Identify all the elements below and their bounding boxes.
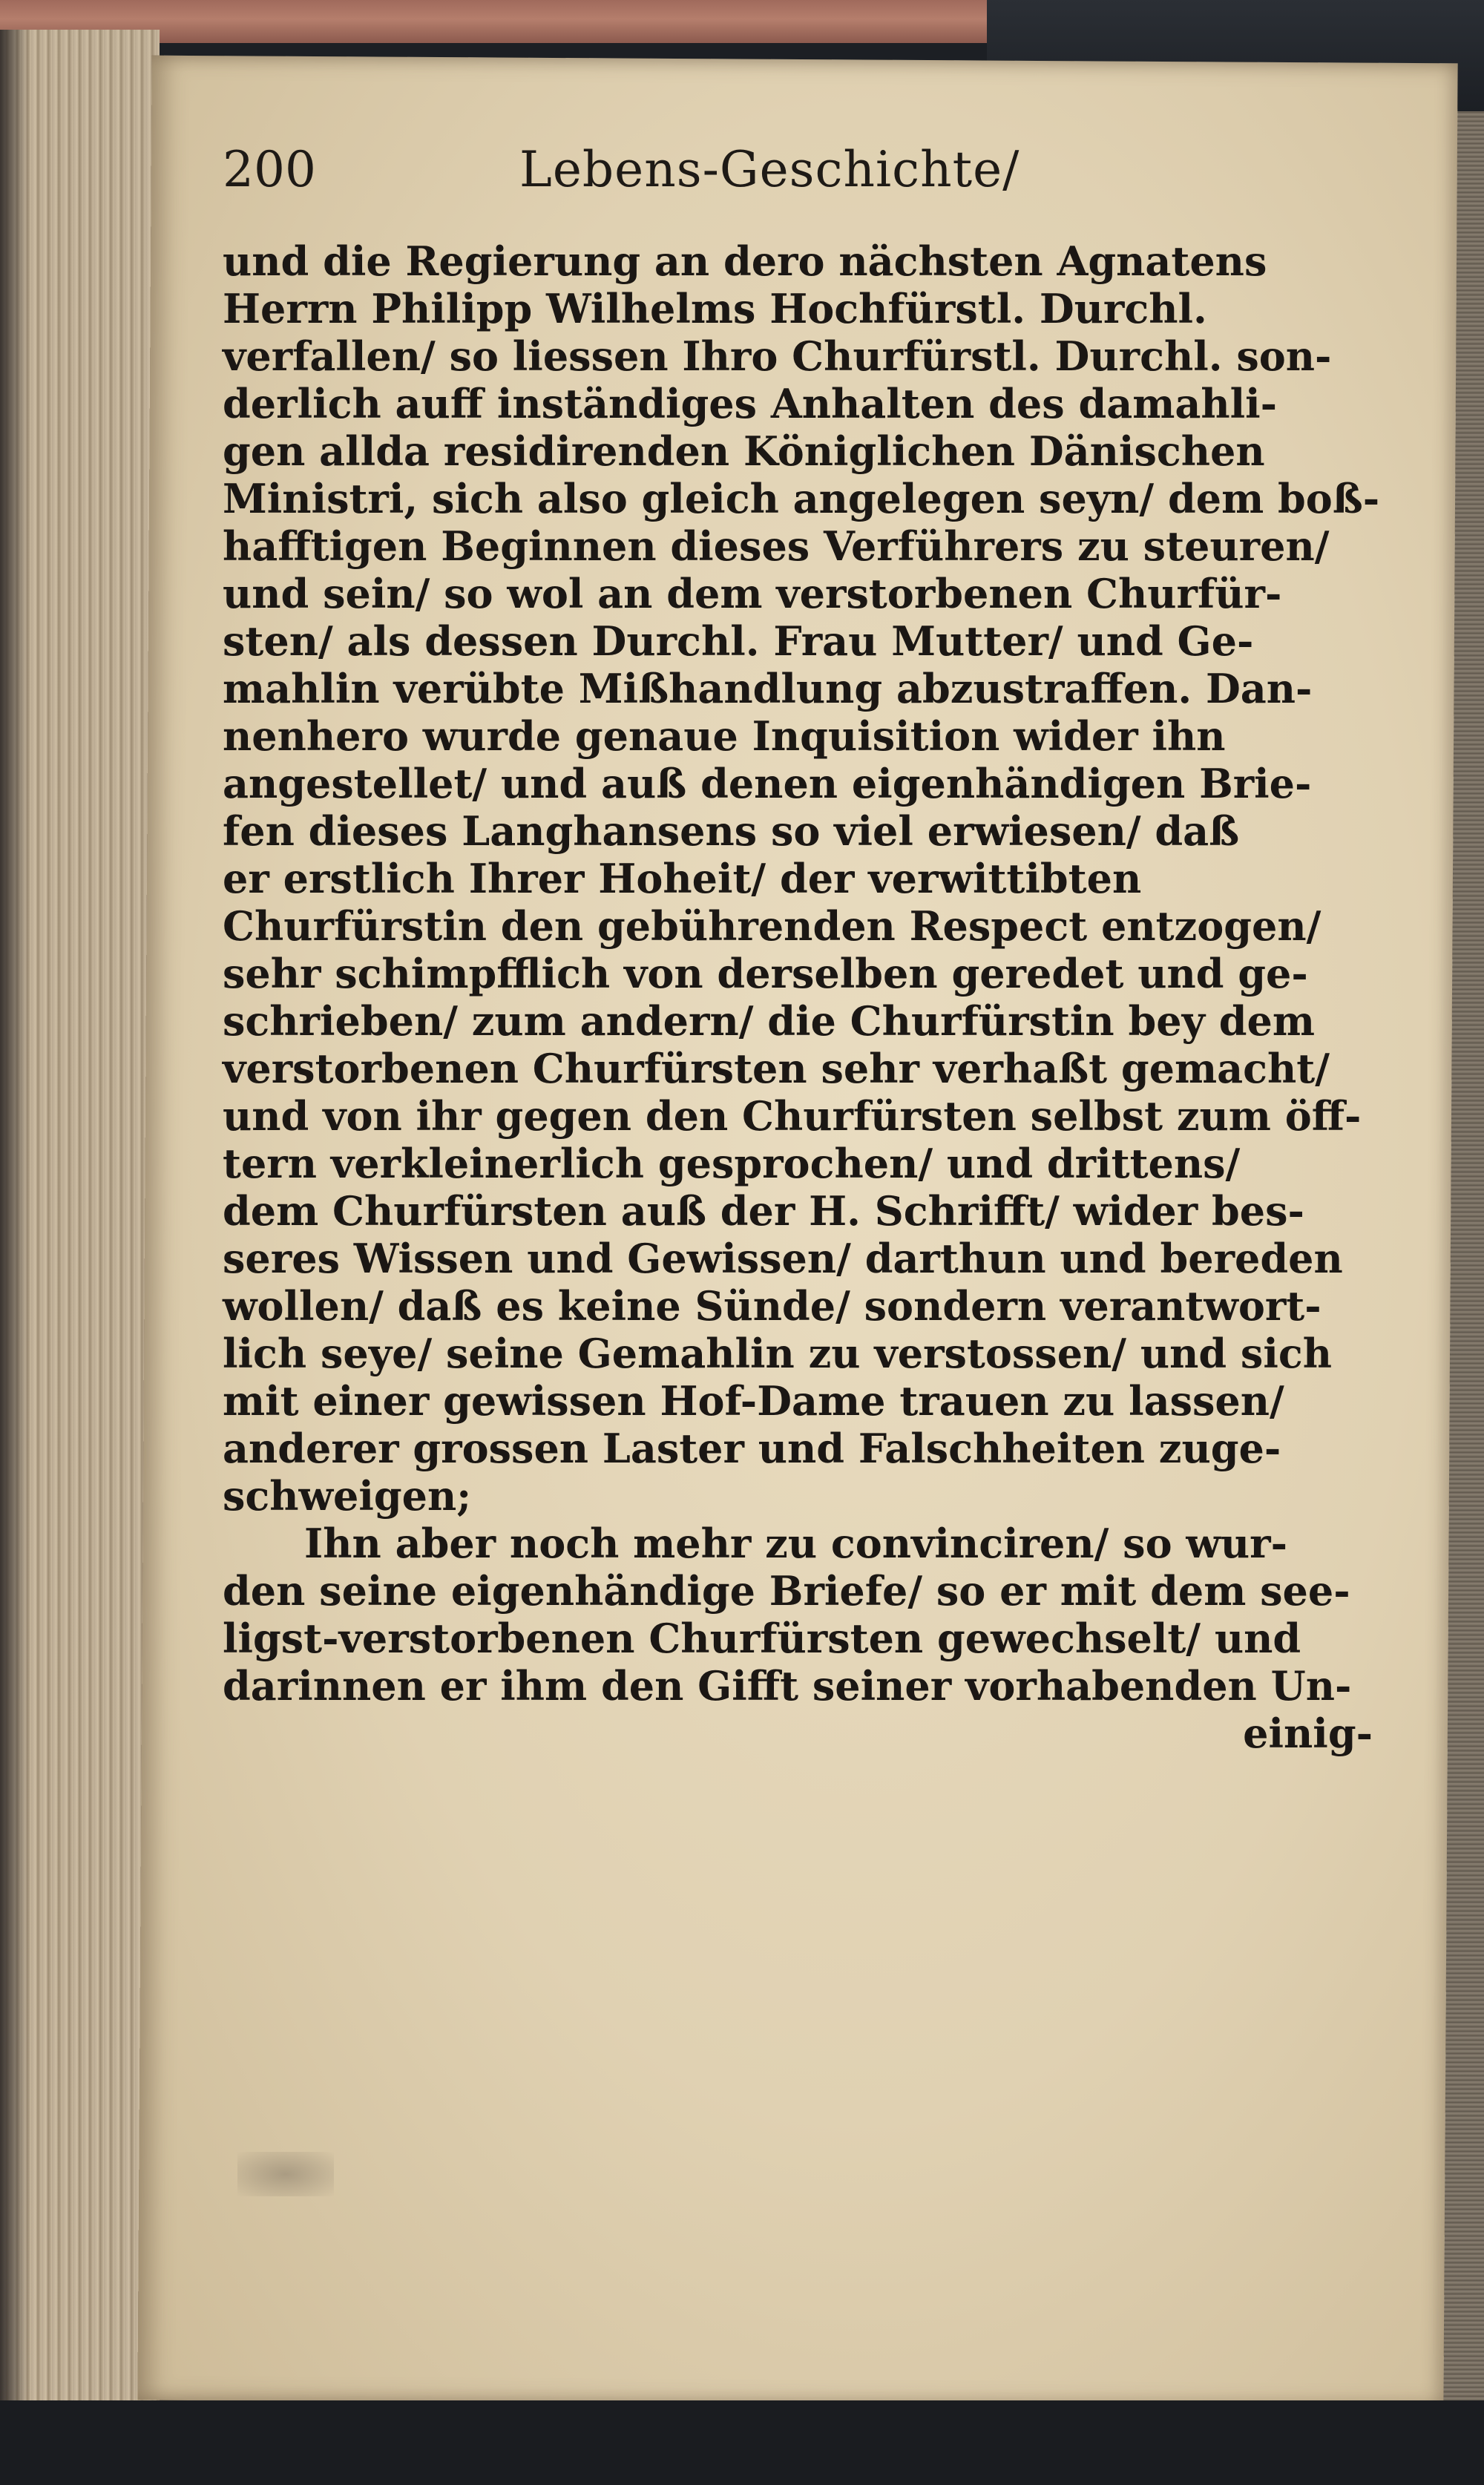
text-line: tern verkleinerlich gesprochen/ und drittens/ bbox=[223, 1140, 1241, 1187]
text-line: mahlin verübte Mißhandlung abzustraffen. Dan- bbox=[223, 665, 1313, 712]
page-header bbox=[223, 141, 1076, 223]
text-line: verfallen/ so liessen Ihro Churfürstl. Durchl. son- bbox=[223, 332, 1332, 380]
text-line: er erstlich Ihrer Hoheit/ der verwittibten bbox=[223, 855, 1142, 902]
page-number: 200 bbox=[223, 141, 316, 198]
text-line: darinnen er ihm den Gifft seiner vorhabenden Un- bbox=[223, 1662, 1352, 1710]
text-line: derlich auff inständiges Anhalten des damahli- bbox=[223, 380, 1278, 427]
text-line: und von ihr gegen den Churfürsten selbst zum öff- bbox=[223, 1092, 1362, 1140]
text-line: Herrn Philipp Wilhelms Hochfürstl. Durchl. bbox=[223, 285, 1207, 332]
text-line: dem Churfürsten auß der H. Schrifft/ wider bes- bbox=[223, 1187, 1304, 1235]
running-title: Lebens-Geschichte/ bbox=[519, 141, 1020, 198]
text-line: und sein/ so wol an dem verstorbenen Churfür- bbox=[223, 570, 1282, 617]
text-line: verstorbenen Churfürsten sehr verhaßt gemacht/ bbox=[223, 1045, 1330, 1092]
text-line: schweigen; bbox=[223, 1472, 472, 1520]
bottom-background bbox=[0, 2400, 1484, 2485]
text-line: ligst-verstorbenen Churfürsten gewechselt/ und bbox=[223, 1615, 1301, 1662]
text-line: Churfürstin den gebührenden Respect entzogen/ bbox=[223, 902, 1322, 950]
text-line: Ministri, sich also gleich angelegen seyn/ dem boß- bbox=[223, 475, 1380, 522]
paragraph-start-line: Ihn aber noch mehr zu convinciren/ so wur- bbox=[304, 1520, 1288, 1567]
text-line: lich seye/ seine Gemahlin zu verstossen/ und sich bbox=[223, 1330, 1332, 1377]
text-line: hafftigen Beginnen dieses Verführers zu steuren/ bbox=[223, 522, 1330, 570]
text-line: anderer grossen Laster und Falschheiten zuge- bbox=[223, 1425, 1281, 1472]
text-line: nenhero wurde genaue Inquisition wider ihn bbox=[223, 712, 1226, 760]
body-text bbox=[223, 237, 1380, 1757]
text-line: wollen/ daß es keine Sünde/ sondern verantwort- bbox=[223, 1282, 1322, 1330]
text-line: fen dieses Langhansens so viel erwiesen/ daß bbox=[223, 807, 1240, 855]
left-shadow bbox=[0, 30, 30, 2404]
catchword: einig- bbox=[1243, 1710, 1373, 1757]
text-line: mit einer gewissen Hof-Dame trauen zu lassen/ bbox=[223, 1377, 1284, 1425]
text-line: gen allda residirenden Königlichen Dänischen bbox=[223, 427, 1265, 475]
ink-smudge bbox=[237, 2152, 334, 2196]
text-line: schrieben/ zum andern/ die Churfürstin bey dem bbox=[223, 997, 1316, 1045]
text-line: sten/ als dessen Durchl. Frau Mutter/ und Ge- bbox=[223, 617, 1254, 665]
text-line: sehr schimpfflich von derselben geredet und ge- bbox=[223, 950, 1308, 997]
text-line: seres Wissen und Gewissen/ darthun und bereden bbox=[223, 1235, 1343, 1282]
text-line: den seine eigenhändige Briefe/ so er mit dem see- bbox=[223, 1567, 1350, 1615]
text-line: angestellet/ und auß denen eigenhändigen Brie- bbox=[223, 760, 1312, 807]
text-line: und die Regierung an dero nächsten Agnatens bbox=[223, 237, 1267, 285]
